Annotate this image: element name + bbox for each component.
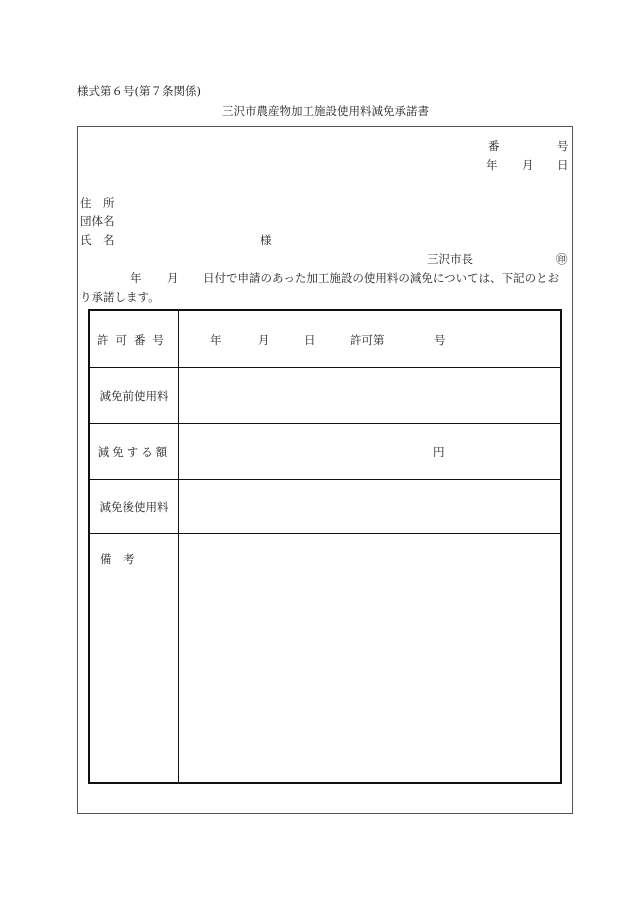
permit-number-label: 許可番号 [97, 333, 171, 347]
permit-no-prefix: 許可第 [350, 333, 385, 347]
table-row-divider [90, 423, 560, 424]
reduction-amount-label: 減免する額 [97, 445, 171, 459]
table-row-divider [90, 367, 560, 368]
honorific-sama: 様 [260, 233, 272, 247]
body-text-line2: り承諾します。 [80, 290, 160, 304]
approval-table [88, 309, 562, 784]
date-day-label: 日 [557, 158, 569, 172]
document-title: 三沢市農産物加工施設使用料減免承諾書 [222, 104, 429, 118]
number-go-label: 号 [557, 139, 569, 153]
table-row-divider [90, 533, 560, 534]
number-label: 番 [488, 139, 500, 153]
applicant-name-label: 氏 名 [80, 233, 115, 247]
issuer-name: 三沢市長 [427, 252, 473, 266]
permit-day: 日 [304, 333, 316, 347]
table-row-divider [90, 479, 560, 480]
yen-unit: 円 [433, 445, 445, 459]
table-column-divider [178, 311, 179, 782]
date-month-label: 月 [522, 158, 534, 172]
address-label: 住 所 [80, 196, 115, 210]
body-text-line1: 日付で申請のあった加工施設の使用料の減免については、下記のとお [203, 271, 560, 285]
body-year: 年 [130, 271, 142, 285]
fee-before-label: 減免前使用料 [99, 389, 169, 403]
date-year-label: 年 [486, 158, 498, 172]
fee-after-label: 減免後使用料 [99, 500, 169, 514]
permit-month: 月 [258, 333, 270, 347]
form-number: 様式第６号(第７条関係) [77, 84, 201, 98]
body-month: 月 [167, 271, 179, 285]
remarks-label: 備 考 [100, 552, 135, 566]
permit-year: 年 [210, 333, 222, 347]
group-name-label: 団体名 [80, 214, 115, 228]
permit-go: 号 [434, 333, 446, 347]
seal-mark: ㊞ [556, 252, 568, 266]
